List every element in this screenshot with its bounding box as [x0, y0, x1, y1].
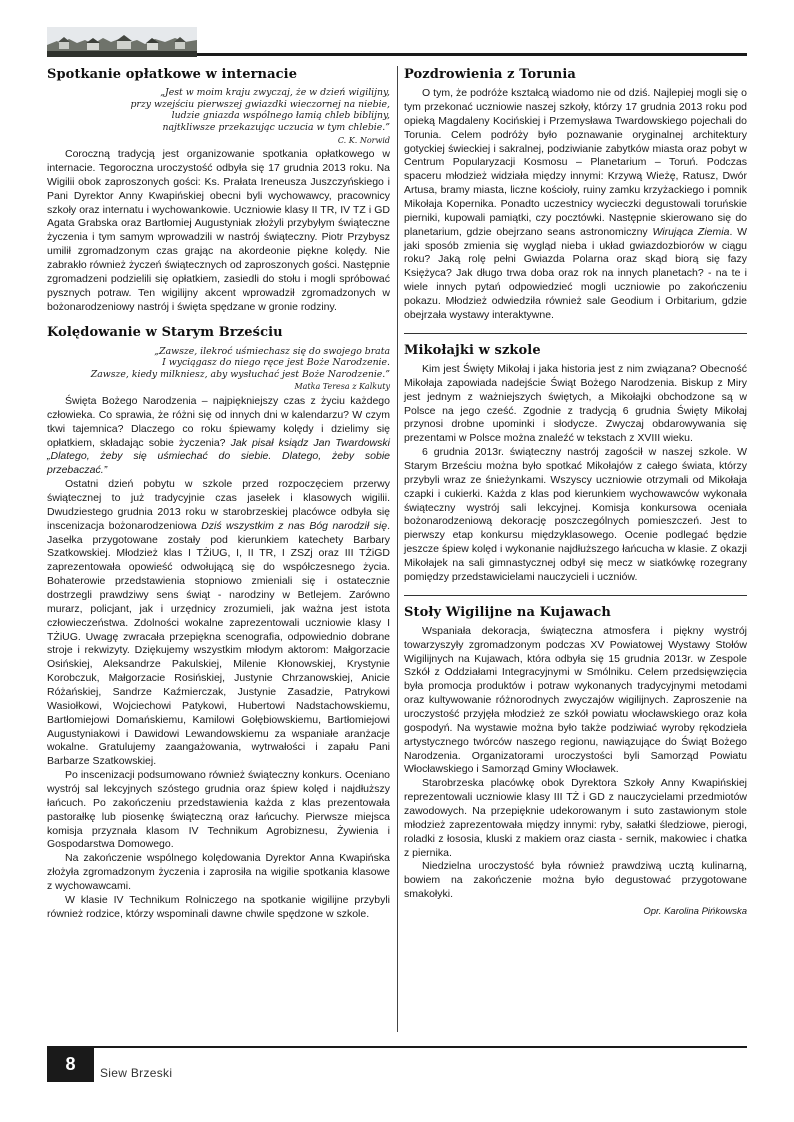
paragraph: [47, 478, 390, 769]
motto: [47, 87, 390, 133]
article-stoly-wigilijne: [404, 604, 747, 919]
motto-author: Matka Teresa z Kalkuty: [294, 382, 390, 392]
paragraph-text: . Jasełka przygotowane zostały pod kierunkiem katechety Barbary Szatkowskiej. Młodzież klas I TŻiUG, I, II TR, I ZSZj oraz III TŻiGD zaprezentowała opowieść odwołującą się do współczesnego życia. Bohaterowie przedstawienia stopniowo zmieniali się i ostatecznie dostrzegli prawdziwy sens świąt - narodziny w Betlejem. Zarówno murarz, policjant, jak i urzędnicy zrozumieli, jak ważna jest istota człowieczeństwa. Zdolności wokalne zaprezentowali uczniowie klasy I TŻiUG. Uwagę zwracała przepiękna scenografia, odpowiednio dobrane stroje i rekwizyty. Dziękujemy wszystkim młodym aktorom: Małgorzacie Osińskiej, Aleksandrze Pakulskiej, Milenie Kłonowskiej, Krystynie Korobczuk, Małgorzacie Rosińskiej, Justynie Chrzanowskiej, Anicie Różańskiej, Sandrze Kaźmierczak, Justynie Zasadzie, Patrykowi Wasiołkowi, Wojciechowi Patykowi, Hubertowi Nadstachowskiemu, Bartłomiejowi Domańskiemu, Kamilowi Gołębiowskiemu, Bartłomiejowi Augustyniakowi i Dawidowi Lewandowskiemu za wspaniałe aranżacje wokalne. Gratulujemy zaangażowania, wytrwałości i zapału Pani Barbarze Szatkowskiej.: [47, 519, 390, 768]
paragraph: Na zakończenie wspólnego kolędowania Dyrektor Anna Kwapińska złożyła zgromadzonym życzenia i zaprosiła na wigilie spotkania klasowe z wychowawcami.: [47, 852, 390, 893]
paragraph: [404, 87, 747, 323]
article-torun: [404, 66, 747, 323]
article-mikolajki: [404, 342, 747, 585]
show-title: Wirująca Ziemia: [652, 225, 730, 238]
motto-line: przy wzejściu pierwszej gwiazdki wieczornej na niebie,: [130, 98, 390, 110]
header-village-photo: [47, 27, 197, 57]
paragraph: Kim jest Święty Mikołaj i jaka historia jest z nim związana? Obecność Mikołaja zapowiada nadejście Świąt Bożego Narodzenia. Biskup z Miry jest jednym z ważniejszych świętych, a Mikołajki obchodzone są w Polsce na jego cześć. Zgodnie z tradycją 6 grudnia Święty Mikołaj przynosi drobne upominki i słodycze. Zwyczaj obdarowywania się prezentami w Polsce można znaleźć w tekstach z XVIII wieku.: [404, 362, 747, 445]
article-title: Stoły Wigilijne na Kujawach: [404, 604, 611, 620]
paragraph-text: . W jaki sposób zmienia się wygląd nieba i układ gwiazdozbiorów w ciągu roku? Jaką rolę pełni Gwiazda Polarna oraz skąd biorą się fazy Księżyca? Jak długo trwa doba oraz rok na innych planetach? - na te i wiele innych pytań odpowiedzieć mogli uczniowie po zakończeniu pokazu. Młodzież odwiedziła również sale Geodium i Orbitarium, gdzie obejrzała wystawy interaktywne.: [404, 225, 748, 321]
play-title: Dziś wszystkim z nas Bóg narodził się: [201, 519, 388, 532]
page-number: 8: [47, 1046, 94, 1082]
quote-text: Jak pisał ksiądz Jan Twardowski „Dlatego, żeby się uśmiechać do siebie. Dlatego, żeby sobie przebaczać.”: [47, 436, 390, 477]
paragraph-text: Święta Bożego Narodzenia – najpiękniejszy czas z życiu każdego człowieka. Co sprawia, że różni się od innych dni w kalendarzu? W czym tkwi tajemnica? Dlaczego co roku śpiewamy kolędy i dzielimy się opłatkiem, składając sobie życzenia?: [47, 394, 390, 449]
motto-line: ludzie gniazda wspólnego łamią chleb biblijny,: [171, 110, 390, 122]
paragraph: Wspaniała dekoracja, świąteczna atmosfera i piękny wystrój towarzyszyły zgromadzonym podczas XV Powiatowej Wystawy Stołów Wigilijnych na Kujawach, która odbyła się 15 grudnia 2013r. w Zespole Szkół z Oddziałami Integracyjnymi w Smólniku. Celem przedsięwzięcia była promocja produktów i potraw wykonanych tradycyjnymi metodami oraz kultywowanie różnorodnych zwyczajów wigilijnych. Zaproszenie na uroczystość przyjęła młodzież ze szkół powiatu włocławskiego oraz koła gospodyń. Na wystawie można było także podziwiać wyroby rękodzieła artystycznego twórców naszego regionu, nawiązujące do Świąt Bożego Narodzenia. Organizatorami uroczystości byli Samorząd Powiatu Włocławskiego i Samorząd Gminy Włocławek.: [404, 624, 747, 776]
paragraph-text: O tym, że podróże kształcą wiadomo nie od dziś. Najlepiej mogli się o tym przekonać uczniowie naszej szkoły, którzy 17 grudnia 2013 roku pod opieką Magdaleny Kocińskiej i Przemysława Twardowskiego pojechali do Torunia. Celem podróży było poznawanie oryginalnej architektury gotyckiej świeckiej i sakralnej, podziwianie zabytków miasta oraz pobyt w Centrum Popularyzacji Kosmosu – Planetarium – Toruń. Podczas spaceru młodzież widziała między innymi: Krzywą Wieżę, Ratusz, Dwór Artusa, bramy miasta, liczne kościoły, ruiny zamku krzyżackiego i pomnik Mikołaja Kopernika. Ponadto uczestnicy wycieczki degustowali toruńskie pierniki, kupowali pamiątki, czy pocztówki. Następnie skierowano się do planetarium, gdzie obejrzano seans astronomiczny: [404, 87, 747, 238]
publication-title: Siew Brzeski: [100, 1066, 173, 1080]
section-divider: [404, 595, 747, 596]
paragraph: Starobrzeska placówkę obok Dyrektora Szkoły Anny Kwapińskiej reprezentowali uczniowie klasy III TŻ i GD z nauczycielami przedmiotów zawodowych. Na przepięknie udekorowanym i suto zastawionym stole młodzież zaprezentowała między innymi: ryby, sałatki śledziowe, pierogi, roladki z łososia, kluski z makiem oraz ciasta - sernik, makowiec i chatka z piernika.: [404, 777, 747, 859]
article-spotkanie-oplatkowe: [47, 66, 390, 314]
paragraph: 6 grudnia 2013r. świąteczny nastrój zagościł w naszej szkole. W Starym Brześciu można było spotkać Mikołajów z całego świata, którzy przybyli wraz ze śnieżynkami. Wszyscy uczniowie otrzymali od Mikołaja czapki i cukierki. Każda z klas pod kierunkiem wychowawców wykonała świąteczny wystrój sali lekcyjnej. Komisja konkursowa oceniała bożonarodzeniową dekorację poszczególnych pomieszczeń. Jest to pierwszy etap konkursu międzyklasowego. Ocenie podlegać będzie jeszcze śpiew kolęd i wykonanie najdłuższego łańcucha w klasie. Z okazji Mikołajek na sali gimnastycznej odbył się mecz w siatkówkę rozegrany pomiędzy przedstawicielami nauczycieli i uczniów.: [404, 446, 747, 583]
article-title: Pozdrowienia z Torunia: [404, 67, 576, 82]
header-rule: [197, 53, 747, 56]
footer-rule: [94, 1046, 747, 1048]
article-title: Spotkanie opłatkowe w internacie: [47, 67, 298, 82]
paragraph: Po inscenizacji podsumowano również świąteczny konkurs. Oceniano wystrój sal lekcyjnych szóstego grudnia oraz śpiew kolęd i najdłuższy łańcuch. Po zakończeniu przedstawienia każda z klas prezentowała pastorałkę lub piosenkę świąteczną oraz łańcuchy. Pierwsze miejsca komisja przyznała klasom IV Technikum Agrobiznesu, Żywienia i Gospodarstwa Domowego.: [47, 769, 390, 851]
motto-line: Zawsze, kiedy milkniesz, aby wysłuchać jest Boże Narodzenie.”: [90, 368, 390, 380]
right-column: [404, 66, 747, 929]
article-title: Kolędowanie w Starym Brześciu: [47, 325, 283, 341]
motto: [47, 346, 390, 381]
motto-author: C. K. Norwid: [337, 135, 390, 145]
article-koledowanie: [47, 324, 390, 921]
header-bar: [47, 27, 747, 59]
column-divider: [397, 66, 398, 1032]
motto-line: „Jest w moim kraju zwyczaj, że w dzień wigilijny,: [160, 87, 390, 99]
paragraph: [47, 395, 390, 478]
article-title: Mikołajki w szkole: [404, 342, 541, 358]
paragraph: Coroczną tradycją jest organizowanie spotkania opłatkowego w internacie. Tegoroczna uroczystość odbyła się 17 grudnia 2013 roku. Na Wigilii obok zaproszonych gości: Ks. Prałata Ireneusza Juszczyńskiego i Pani Dyrektor Anny Kwapińskiej obecni byli wychowawcy, pracownicy szkoły oraz internatu i wychowankowie. Uczniowie klasy II TR, IV TZ i GD Agata Grabska oraz Bartłomiej Augustyniak złożyli przybyłym świąteczne życzenia i tym samym wprowadzili w nastrój świąteczny. Piotr Przybysz umilił zgromadzonym czas grając na akordeonie piękne kolędy. Nie zabrakło również życzeń świątecznych od zaproszonych gości. Następnie zgromadzeni podzielili się opłatkiem, zasiedli do stołu i mogli spróbować pysznych potraw. Ten wigilijny akcent wprowadził zgromadzonych w bożonarodzeniowy nastrój i święta spędzane w gronie rodziny.: [47, 148, 390, 313]
section-divider: [404, 333, 747, 334]
paragraph-text: Ostatni dzień pobytu w szkole przed rozpoczęciem przerwy świątecznej to już tradycyjnie czas jasełek i klasowych wigilii. Dwudziestego grudnia 2013 roku w starobrzeskiej placówce odbyła się inscenizacja bożonarodzeniowa: [47, 478, 390, 532]
motto-line: I wyciągasz do niego ręce jest Boże Narodzenie.: [162, 357, 390, 369]
left-column: [47, 66, 390, 932]
motto-line: najtkliwsze przekazując uczucia w tym chlebie.”: [162, 121, 390, 133]
paragraph: W klasie IV Technikum Rolniczego na spotkanie wigilijne przybyli również rodzice, którzy wspominali dawne chwile spędzone w szkole.: [47, 893, 390, 920]
paragraph: Niedzielna uroczystość była również prawdziwą ucztą kulinarną, bowiem na zakończenie można było degustować przygotowane smakołyki.: [404, 860, 747, 901]
author-signature: Opr. Karolina Pińkowska: [643, 906, 747, 918]
motto-line: „Zawsze, ilekroć uśmiechasz się do swojego brata: [154, 345, 390, 357]
village-illustration-icon: [47, 27, 197, 57]
